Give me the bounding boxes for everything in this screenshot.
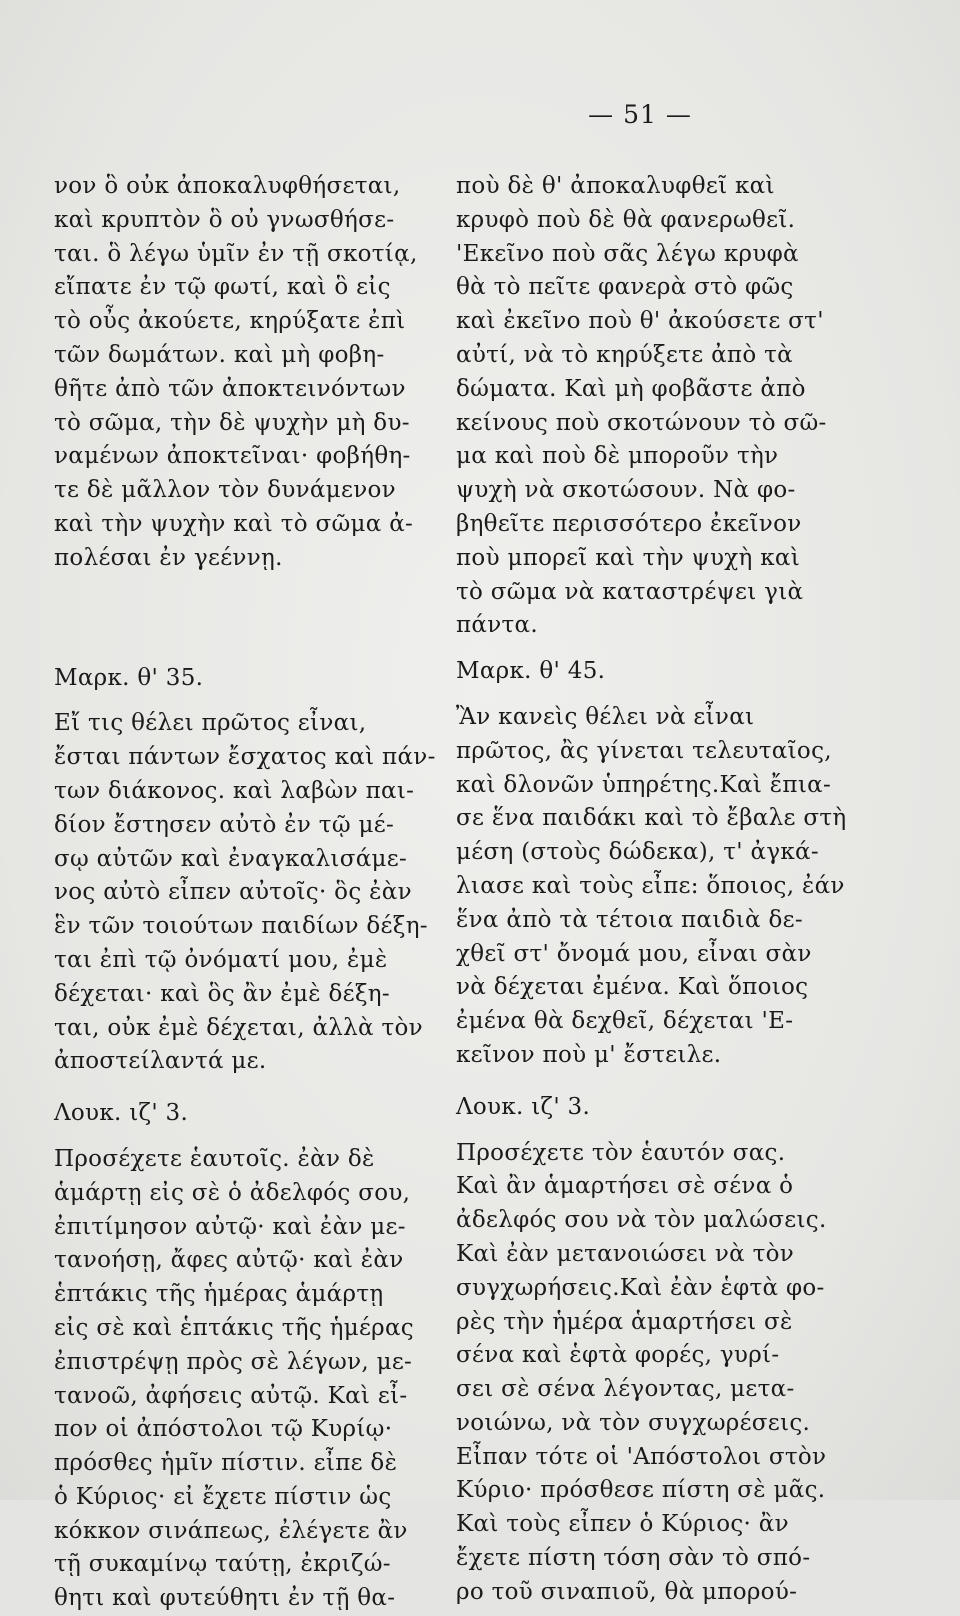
text-line: ἓν τῶν τοιούτων παιδίων δέξη- bbox=[54, 913, 428, 940]
text-line: τε δὲ μᾶλλον τὸν δυνάμενον bbox=[54, 477, 396, 504]
text-line: Ἂν κανεὶς θέλει νὰ εἶναι bbox=[456, 703, 755, 730]
text-line: θητι καὶ φυτεύθητι ἐν τῇ θα- bbox=[54, 1585, 396, 1612]
text-line: Προσέχετε ἑαυτοῖς. ἐὰν δὲ bbox=[54, 1145, 375, 1172]
page-number: — 51 — bbox=[588, 100, 692, 129]
passage-mark-9-35-text bbox=[54, 707, 434, 1079]
text-line: κόκκον σινάπεως, ἐλέγετε ἂν bbox=[54, 1517, 408, 1544]
text-line: τὸ σῶμα, τὴν δὲ ψυχὴν μὴ δυ- bbox=[54, 409, 410, 436]
text-line: ται, οὐκ ἐμὲ δέχεται, ἀλλὰ τὸν bbox=[54, 1014, 423, 1041]
text-line: τῶν δωμάτων. καὶ μὴ φοβη- bbox=[54, 341, 385, 368]
text-line: των διάκονος. καὶ λαβὼν παι- bbox=[54, 777, 415, 804]
reference-mark-9-35: Μαρκ. θ' 35. bbox=[54, 664, 204, 691]
text-line: Εἴ τις θέλει πρῶτος εἶναι, bbox=[54, 710, 367, 737]
text-line: Εἶπαν τότε οἱ 'Απόστολοι στὸν bbox=[456, 1443, 827, 1470]
text-line: τῇ συκαμίνῳ ταύτῃ, ἐκριζώ- bbox=[54, 1551, 391, 1578]
text-line: αὐτί, νὰ τὸ κηρύξετε ἀπὸ τὰ bbox=[456, 341, 793, 368]
text-line: θῆτε ἀπὸ τῶν ἀποκτεινόντων bbox=[54, 375, 406, 402]
text-line: Προσέχετε τὸν ἑαυτόν σας. bbox=[456, 1139, 786, 1166]
text-line: κεῖνον ποὺ μ' ἔστειλε. bbox=[456, 1041, 722, 1068]
text-line: πάντα. bbox=[456, 612, 538, 639]
text-line: νον ὃ οὐκ ἀποκαλυφθήσεται, bbox=[54, 173, 401, 199]
text-line: ποὺ μπορεῖ καὶ τὴν ψυχὴ καὶ bbox=[456, 544, 801, 571]
text-line: μέση (στοὺς δώδεκα), τ' ἀγκά- bbox=[456, 839, 819, 866]
text-line: ἁμάρτῃ εἰς σὲ ὁ ἀδελφός σου, bbox=[54, 1179, 411, 1206]
reference-mark-9-45: Μαρκ. θ' 45. bbox=[456, 658, 606, 685]
text-line: νος αὐτὸ εἶπεν αὐτοῖς· ὃς ἐὰν bbox=[54, 879, 412, 906]
text-line: σε ἕνα παιδάκι καὶ τὸ ἔβαλε στὴ bbox=[456, 805, 847, 832]
text-line: μα καὶ ποὺ δὲ μποροῦν τὴν bbox=[456, 443, 779, 470]
text-line: τανοήσῃ, ἄφες αὐτῷ· καὶ ἐὰν bbox=[54, 1247, 404, 1274]
text-line: ποὺ δὲ θ' ἀποκαλυφθεῖ καὶ bbox=[456, 173, 775, 199]
greek-original-column bbox=[54, 170, 434, 1616]
text-line: νὰ δέχεται ἐμένα. Καὶ ὅποιος bbox=[456, 974, 809, 1001]
text-line: σει σὲ σένα λέγοντας, μετα- bbox=[456, 1376, 795, 1403]
text-line: τανοῶ, ἀφήσεις αὐτῷ. Καὶ εἶ- bbox=[54, 1382, 408, 1409]
text-line: 'Εκεῖνο ποὺ σᾶς λέγω κρυφὰ bbox=[456, 240, 799, 267]
text-line: κείνους ποὺ σκοτώνουν τὸ σῶ- bbox=[456, 409, 827, 436]
text-line: καὶ δλονῶν ὑπηρέτης.Καὶ ἔπια- bbox=[456, 771, 832, 798]
text-line: ἀδελφός σου νὰ τὸν μαλώσεις. bbox=[456, 1207, 827, 1234]
text-line: δώματα. Καὶ μὴ φοβᾶστε ἀπὸ bbox=[456, 375, 806, 402]
reference-luke-17-3: Λουκ. ιζ' 3. bbox=[54, 1100, 189, 1127]
text-line: τὸ οὖς ἀκούετε, κηρύξατε ἐπὶ bbox=[54, 308, 406, 335]
text-line: πολέσαι ἐν γεέννῃ. bbox=[54, 544, 283, 571]
modern-greek-translation-column bbox=[456, 170, 847, 1610]
text-line: ἕνα ἀπὸ τὰ τέτοια παιδιὰ δε- bbox=[456, 906, 803, 933]
text-line: ρὲς τὴν ἡμέρα ἁμαρτήσει σὲ bbox=[456, 1308, 793, 1335]
text-line: λιασε καὶ τοὺς εἶπε: ὅποιος, ἐάν bbox=[456, 872, 845, 899]
text-line: δίον ἔστησεν αὐτὸ ἐν τῷ μέ- bbox=[54, 811, 395, 838]
text-line: ψυχὴ νὰ σκοτώσουν. Νὰ φο- bbox=[456, 477, 796, 504]
text-line: δέχεται· καὶ ὃς ἂν ἐμὲ δέξη- bbox=[54, 980, 390, 1007]
text-line: Καὶ τοὺς εἶπεν ὁ Κύριος· ἂν bbox=[456, 1511, 789, 1538]
text-line: ἑπτάκις τῆς ἡμέρας ἁμάρτῃ bbox=[54, 1281, 384, 1308]
text-line: εἴπατε ἐν τῷ φωτί, καὶ ὃ εἰς bbox=[54, 274, 391, 301]
text-line: ρο τοῦ σιναπιοῦ, θὰ μπορού- bbox=[456, 1578, 798, 1605]
text-line: πον οἱ ἀπόστολοι τῷ Κυρίῳ· bbox=[54, 1416, 393, 1443]
text-line: πρῶτος, ἂς γίνεται τελευταῖος, bbox=[456, 737, 832, 764]
text-line: καὶ ἐκεῖνο ποὺ θ' ἀκούσετε στ' bbox=[456, 308, 824, 335]
text-line: ται ἐπὶ τῷ ὀνόματί μου, ἐμὲ bbox=[54, 946, 388, 973]
text-line: τὸ σῶμα νὰ καταστρέψει γιὰ bbox=[456, 578, 804, 605]
text-line: ἔσται πάντων ἔσχατος καὶ πάν- bbox=[54, 744, 436, 771]
text-line: νοιώνω, νὰ τὸν συγχωρέσεις. bbox=[456, 1409, 811, 1436]
text-line: ἔχετε πίστη τόση σὰν τὸ σπό- bbox=[456, 1545, 811, 1572]
text-line: Καὶ ἐὰν μετανοιώσει νὰ τὸν bbox=[456, 1240, 795, 1267]
reference-luke-17-3-translation: Λουκ. ιζ' 3. bbox=[456, 1093, 591, 1120]
text-line: κρυφὸ ποὺ δὲ θὰ φανερωθεῖ. bbox=[456, 206, 796, 233]
text-line: ἐπιστρέψῃ πρὸς σὲ λέγων, με- bbox=[54, 1348, 413, 1375]
text-line: συγχωρήσεις.Καὶ ἐὰν ἑφτὰ φο- bbox=[456, 1274, 825, 1301]
text-line: ναμένων ἀποκτεῖναι· φοβήθη- bbox=[54, 443, 411, 470]
passage-matthew-10-text bbox=[54, 170, 434, 576]
passage-luke-17-3-text bbox=[54, 1143, 434, 1616]
text-line: βηθεῖτε περισσότερο ἐκεῖνον bbox=[456, 510, 802, 537]
text-line: σῳ αὐτῶν καὶ ἐναγκαλισάμε- bbox=[54, 845, 408, 872]
translation-matthew-10-text bbox=[456, 170, 836, 643]
text-line: εἰς σὲ καὶ ἑπτάκις τῆς ἡμέρας bbox=[54, 1314, 414, 1341]
text-line: σένα καὶ ἑφτὰ φορές, γυρί- bbox=[456, 1342, 780, 1369]
text-line: ἐμένα θὰ δεχθεῖ, δέχεται 'Ε- bbox=[456, 1008, 794, 1035]
translation-luke-17-3-text bbox=[456, 1137, 836, 1610]
text-line: πρόσθες ἡμῖν πίστιν. εἶπε δὲ bbox=[54, 1450, 398, 1477]
text-line: καὶ τὴν ψυχὴν καὶ τὸ σῶμα ἀ- bbox=[54, 510, 414, 537]
text-line: Κύριο· πρόσθεσε πίστη σὲ μᾶς. bbox=[456, 1477, 826, 1504]
text-line: ἀποστείλαντά με. bbox=[54, 1048, 267, 1075]
text-line: χθεῖ στ' ὄνομά μου, εἶναι σὰν bbox=[456, 940, 812, 967]
translation-mark-text bbox=[456, 701, 847, 1073]
text-line: ἐπιτίμησον αὐτῷ· καὶ ἐὰν με- bbox=[54, 1213, 406, 1240]
text-line: Καὶ ἂν ἁμαρτήσει σὲ σένα ὁ bbox=[456, 1173, 794, 1200]
text-line: καὶ κρυπτὸν ὃ οὐ γνωσθήσε- bbox=[54, 206, 395, 233]
text-line: ται. ὃ λέγω ὑμῖν ἐν τῇ σκοτίᾳ, bbox=[54, 240, 418, 267]
text-line: θὰ τὸ πεῖτε φανερὰ στὸ φῶς bbox=[456, 274, 794, 301]
text-line: ὁ Κύριος· εἰ ἔχετε πίστιν ὡς bbox=[54, 1483, 392, 1510]
